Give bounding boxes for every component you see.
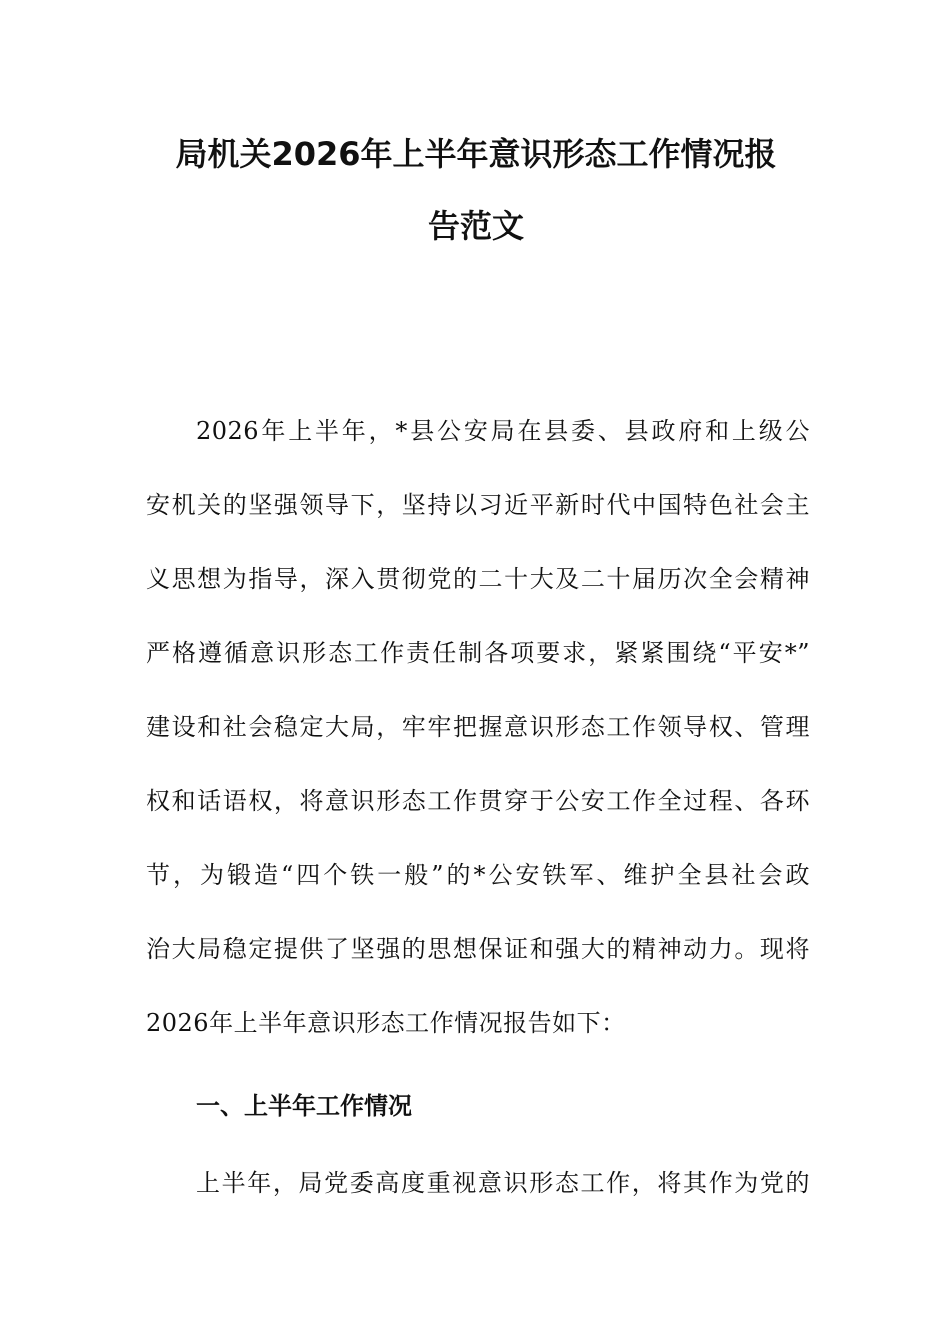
intro-paragraph-line: 2026年上半年意识形态工作情况报告如下： <box>146 1009 626 1037</box>
intro-paragraph-line: 权和话语权，将意识形态工作贯穿于公安工作全过程、各环 <box>146 787 810 815</box>
document-title-line-2: 告范文 <box>427 207 524 245</box>
work-status-paragraph <box>146 1146 810 1220</box>
work-status-paragraph-line: 上半年，局党委高度重视意识形态工作，将其作为党的 <box>196 1169 810 1197</box>
intro-paragraph-line: 建设和社会稳定大局，牢牢把握意识形态工作领导权、管理 <box>146 713 810 741</box>
section-heading-work-status: 一、上半年工作情况 <box>196 1092 412 1120</box>
intro-paragraph-line: 安机关的坚强领导下，坚持以习近平新时代中国特色社会主 <box>146 491 810 519</box>
intro-paragraph-line: 节，为锻造“四个铁一般”的*公安铁军、维护全县社会政 <box>146 861 810 889</box>
intro-paragraph <box>146 394 810 1060</box>
intro-paragraph-line: 2026年上半年，*县公安局在县委、县政府和上级公 <box>196 417 810 445</box>
intro-paragraph-line: 严格遵循意识形态工作责任制各项要求，紧紧围绕“平安*” <box>146 639 810 667</box>
document-title-line-1: 局机关2026年上半年意识形态工作情况报 <box>175 135 777 173</box>
intro-paragraph-line: 义思想为指导，深入贯彻党的二十大及二十届历次全会精神 <box>146 565 810 593</box>
intro-paragraph-line: 治大局稳定提供了坚强的思想保证和强大的精神动力。现将 <box>146 935 810 963</box>
